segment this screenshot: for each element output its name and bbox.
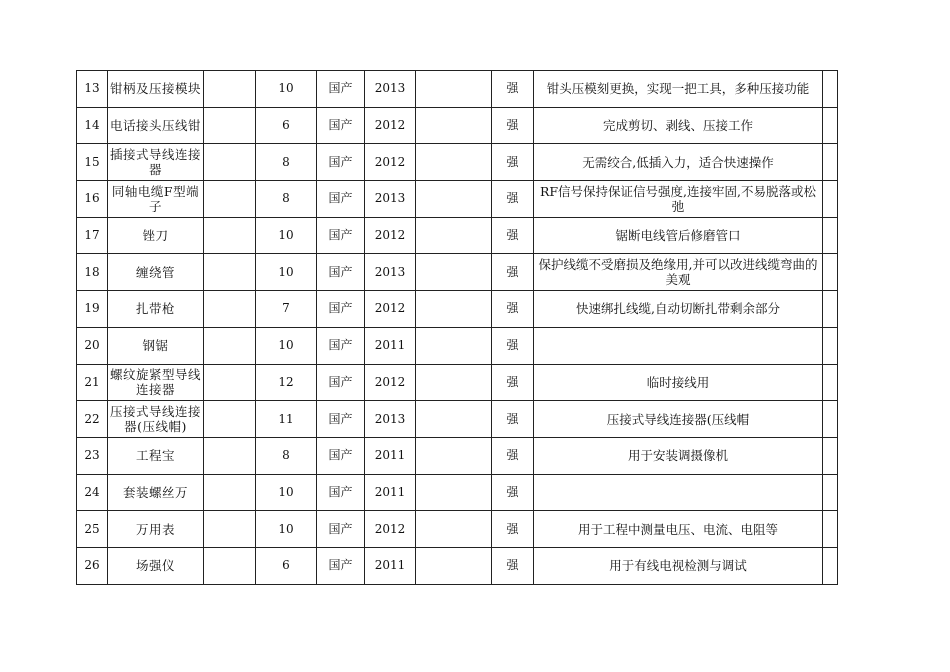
blank-cell <box>416 364 492 401</box>
quantity: 6 <box>256 547 317 584</box>
equipment-name: 钳柄及压接模块 <box>108 71 204 108</box>
rating: 强 <box>492 327 534 364</box>
year: 2011 <box>365 437 416 474</box>
remarks: 钳头压模刻更换，实现一把工具，多种压接功能 <box>534 71 823 108</box>
origin: 国产 <box>317 291 365 328</box>
blank-cell <box>204 254 256 291</box>
blank-cell <box>823 144 838 181</box>
quantity: 8 <box>256 144 317 181</box>
quantity: 7 <box>256 291 317 328</box>
year: 2012 <box>365 217 416 254</box>
equipment-name: 场强仪 <box>108 547 204 584</box>
blank-cell <box>416 437 492 474</box>
blank-cell <box>416 144 492 181</box>
table-row <box>77 437 838 474</box>
blank-cell <box>823 327 838 364</box>
equipment-name: 电话接头压线钳 <box>108 107 204 144</box>
blank-cell <box>204 327 256 364</box>
blank-cell <box>204 437 256 474</box>
remarks <box>534 327 823 364</box>
rating: 强 <box>492 401 534 438</box>
origin: 国产 <box>317 437 365 474</box>
blank-cell <box>204 144 256 181</box>
origin: 国产 <box>317 511 365 548</box>
year: 2012 <box>365 144 416 181</box>
row-number: 22 <box>77 401 108 438</box>
equipment-name: 钢锯 <box>108 327 204 364</box>
quantity: 10 <box>256 511 317 548</box>
row-number: 16 <box>77 181 108 218</box>
blank-cell <box>416 401 492 438</box>
blank-cell <box>823 474 838 511</box>
equipment-table <box>76 70 838 585</box>
row-number: 23 <box>77 437 108 474</box>
year: 2013 <box>365 71 416 108</box>
rating: 强 <box>492 181 534 218</box>
row-number: 19 <box>77 291 108 328</box>
equipment-name: 压接式导线连接器(压线帽) <box>108 401 204 438</box>
blank-cell <box>204 291 256 328</box>
blank-cell <box>416 71 492 108</box>
blank-cell <box>823 547 838 584</box>
equipment-name: 螺纹旋紧型导线连接器 <box>108 364 204 401</box>
year: 2012 <box>365 107 416 144</box>
blank-cell <box>416 254 492 291</box>
blank-cell <box>416 181 492 218</box>
remarks: 用于有线电视检测与调试 <box>534 547 823 584</box>
year: 2013 <box>365 254 416 291</box>
remarks: RF信号保持保证信号强度,连接牢固,不易脱落或松弛 <box>534 181 823 218</box>
origin: 国产 <box>317 364 365 401</box>
table-row <box>77 217 838 254</box>
equipment-name: 套装螺丝万 <box>108 474 204 511</box>
equipment-name: 万用表 <box>108 511 204 548</box>
equipment-name: 工程宝 <box>108 437 204 474</box>
blank-cell <box>823 401 838 438</box>
quantity: 10 <box>256 254 317 291</box>
row-number: 15 <box>77 144 108 181</box>
year: 2013 <box>365 401 416 438</box>
remarks <box>534 474 823 511</box>
rating: 强 <box>492 107 534 144</box>
row-number: 14 <box>77 107 108 144</box>
blank-cell <box>823 291 838 328</box>
equipment-name: 扎带枪 <box>108 291 204 328</box>
blank-cell <box>416 511 492 548</box>
quantity: 11 <box>256 401 317 438</box>
row-number: 25 <box>77 511 108 548</box>
blank-cell <box>416 291 492 328</box>
quantity: 10 <box>256 71 317 108</box>
year: 2012 <box>365 364 416 401</box>
origin: 国产 <box>317 181 365 218</box>
year: 2011 <box>365 547 416 584</box>
rating: 强 <box>492 364 534 401</box>
blank-cell <box>204 401 256 438</box>
blank-cell <box>416 327 492 364</box>
table-row <box>77 547 838 584</box>
table-row <box>77 291 838 328</box>
remarks: 压接式导线连接器(压线帽 <box>534 401 823 438</box>
row-number: 20 <box>77 327 108 364</box>
rating: 强 <box>492 144 534 181</box>
blank-cell <box>823 71 838 108</box>
blank-cell <box>416 474 492 511</box>
blank-cell <box>204 181 256 218</box>
remarks: 锯断电线管后修磨管口 <box>534 217 823 254</box>
remarks: 保护线缆不受磨损及绝缘用,并可以改进线缆弯曲的美观 <box>534 254 823 291</box>
blank-cell <box>204 364 256 401</box>
blank-cell <box>204 474 256 511</box>
origin: 国产 <box>317 474 365 511</box>
remarks: 用于安装调摄像机 <box>534 437 823 474</box>
origin: 国产 <box>317 107 365 144</box>
blank-cell <box>204 71 256 108</box>
row-number: 21 <box>77 364 108 401</box>
rating: 强 <box>492 217 534 254</box>
blank-cell <box>823 181 838 218</box>
rating: 强 <box>492 474 534 511</box>
origin: 国产 <box>317 217 365 254</box>
table-row <box>77 474 838 511</box>
origin: 国产 <box>317 547 365 584</box>
row-number: 24 <box>77 474 108 511</box>
equipment-name: 缠绕管 <box>108 254 204 291</box>
equipment-name: 同轴电缆F型端子 <box>108 181 204 218</box>
rating: 强 <box>492 437 534 474</box>
blank-cell <box>823 511 838 548</box>
blank-cell <box>416 217 492 254</box>
blank-cell <box>204 217 256 254</box>
table-row <box>77 71 838 108</box>
quantity: 12 <box>256 364 317 401</box>
blank-cell <box>204 511 256 548</box>
table-row <box>77 364 838 401</box>
blank-cell <box>823 437 838 474</box>
blank-cell <box>823 254 838 291</box>
rating: 强 <box>492 291 534 328</box>
rating: 强 <box>492 511 534 548</box>
remarks: 用于工程中测量电压、电流、电阻等 <box>534 511 823 548</box>
table-row <box>77 107 838 144</box>
year: 2012 <box>365 511 416 548</box>
table-row <box>77 181 838 218</box>
origin: 国产 <box>317 401 365 438</box>
row-number: 26 <box>77 547 108 584</box>
year: 2011 <box>365 327 416 364</box>
rating: 强 <box>492 547 534 584</box>
quantity: 10 <box>256 327 317 364</box>
rating: 强 <box>492 71 534 108</box>
year: 2012 <box>365 291 416 328</box>
equipment-name: 锉刀 <box>108 217 204 254</box>
blank-cell <box>416 547 492 584</box>
equipment-name: 插接式导线连接器 <box>108 144 204 181</box>
origin: 国产 <box>317 71 365 108</box>
origin: 国产 <box>317 254 365 291</box>
quantity: 6 <box>256 107 317 144</box>
blank-cell <box>823 364 838 401</box>
blank-cell <box>204 107 256 144</box>
table-row <box>77 511 838 548</box>
origin: 国产 <box>317 327 365 364</box>
row-number: 18 <box>77 254 108 291</box>
blank-cell <box>823 217 838 254</box>
row-number: 17 <box>77 217 108 254</box>
table-row <box>77 254 838 291</box>
row-number: 13 <box>77 71 108 108</box>
rating: 强 <box>492 254 534 291</box>
origin: 国产 <box>317 144 365 181</box>
table-row <box>77 144 838 181</box>
blank-cell <box>204 547 256 584</box>
remarks: 完成剪切、剥线、压接工作 <box>534 107 823 144</box>
quantity: 8 <box>256 437 317 474</box>
remarks: 快速绑扎线缆,自动切断扎带剩余部分 <box>534 291 823 328</box>
remarks: 临时接线用 <box>534 364 823 401</box>
blank-cell <box>416 107 492 144</box>
quantity: 8 <box>256 181 317 218</box>
quantity: 10 <box>256 474 317 511</box>
table-row <box>77 401 838 438</box>
remarks: 无需绞合,低插入力，适合快速操作 <box>534 144 823 181</box>
blank-cell <box>823 107 838 144</box>
year: 2013 <box>365 181 416 218</box>
year: 2011 <box>365 474 416 511</box>
table-row <box>77 327 838 364</box>
quantity: 10 <box>256 217 317 254</box>
